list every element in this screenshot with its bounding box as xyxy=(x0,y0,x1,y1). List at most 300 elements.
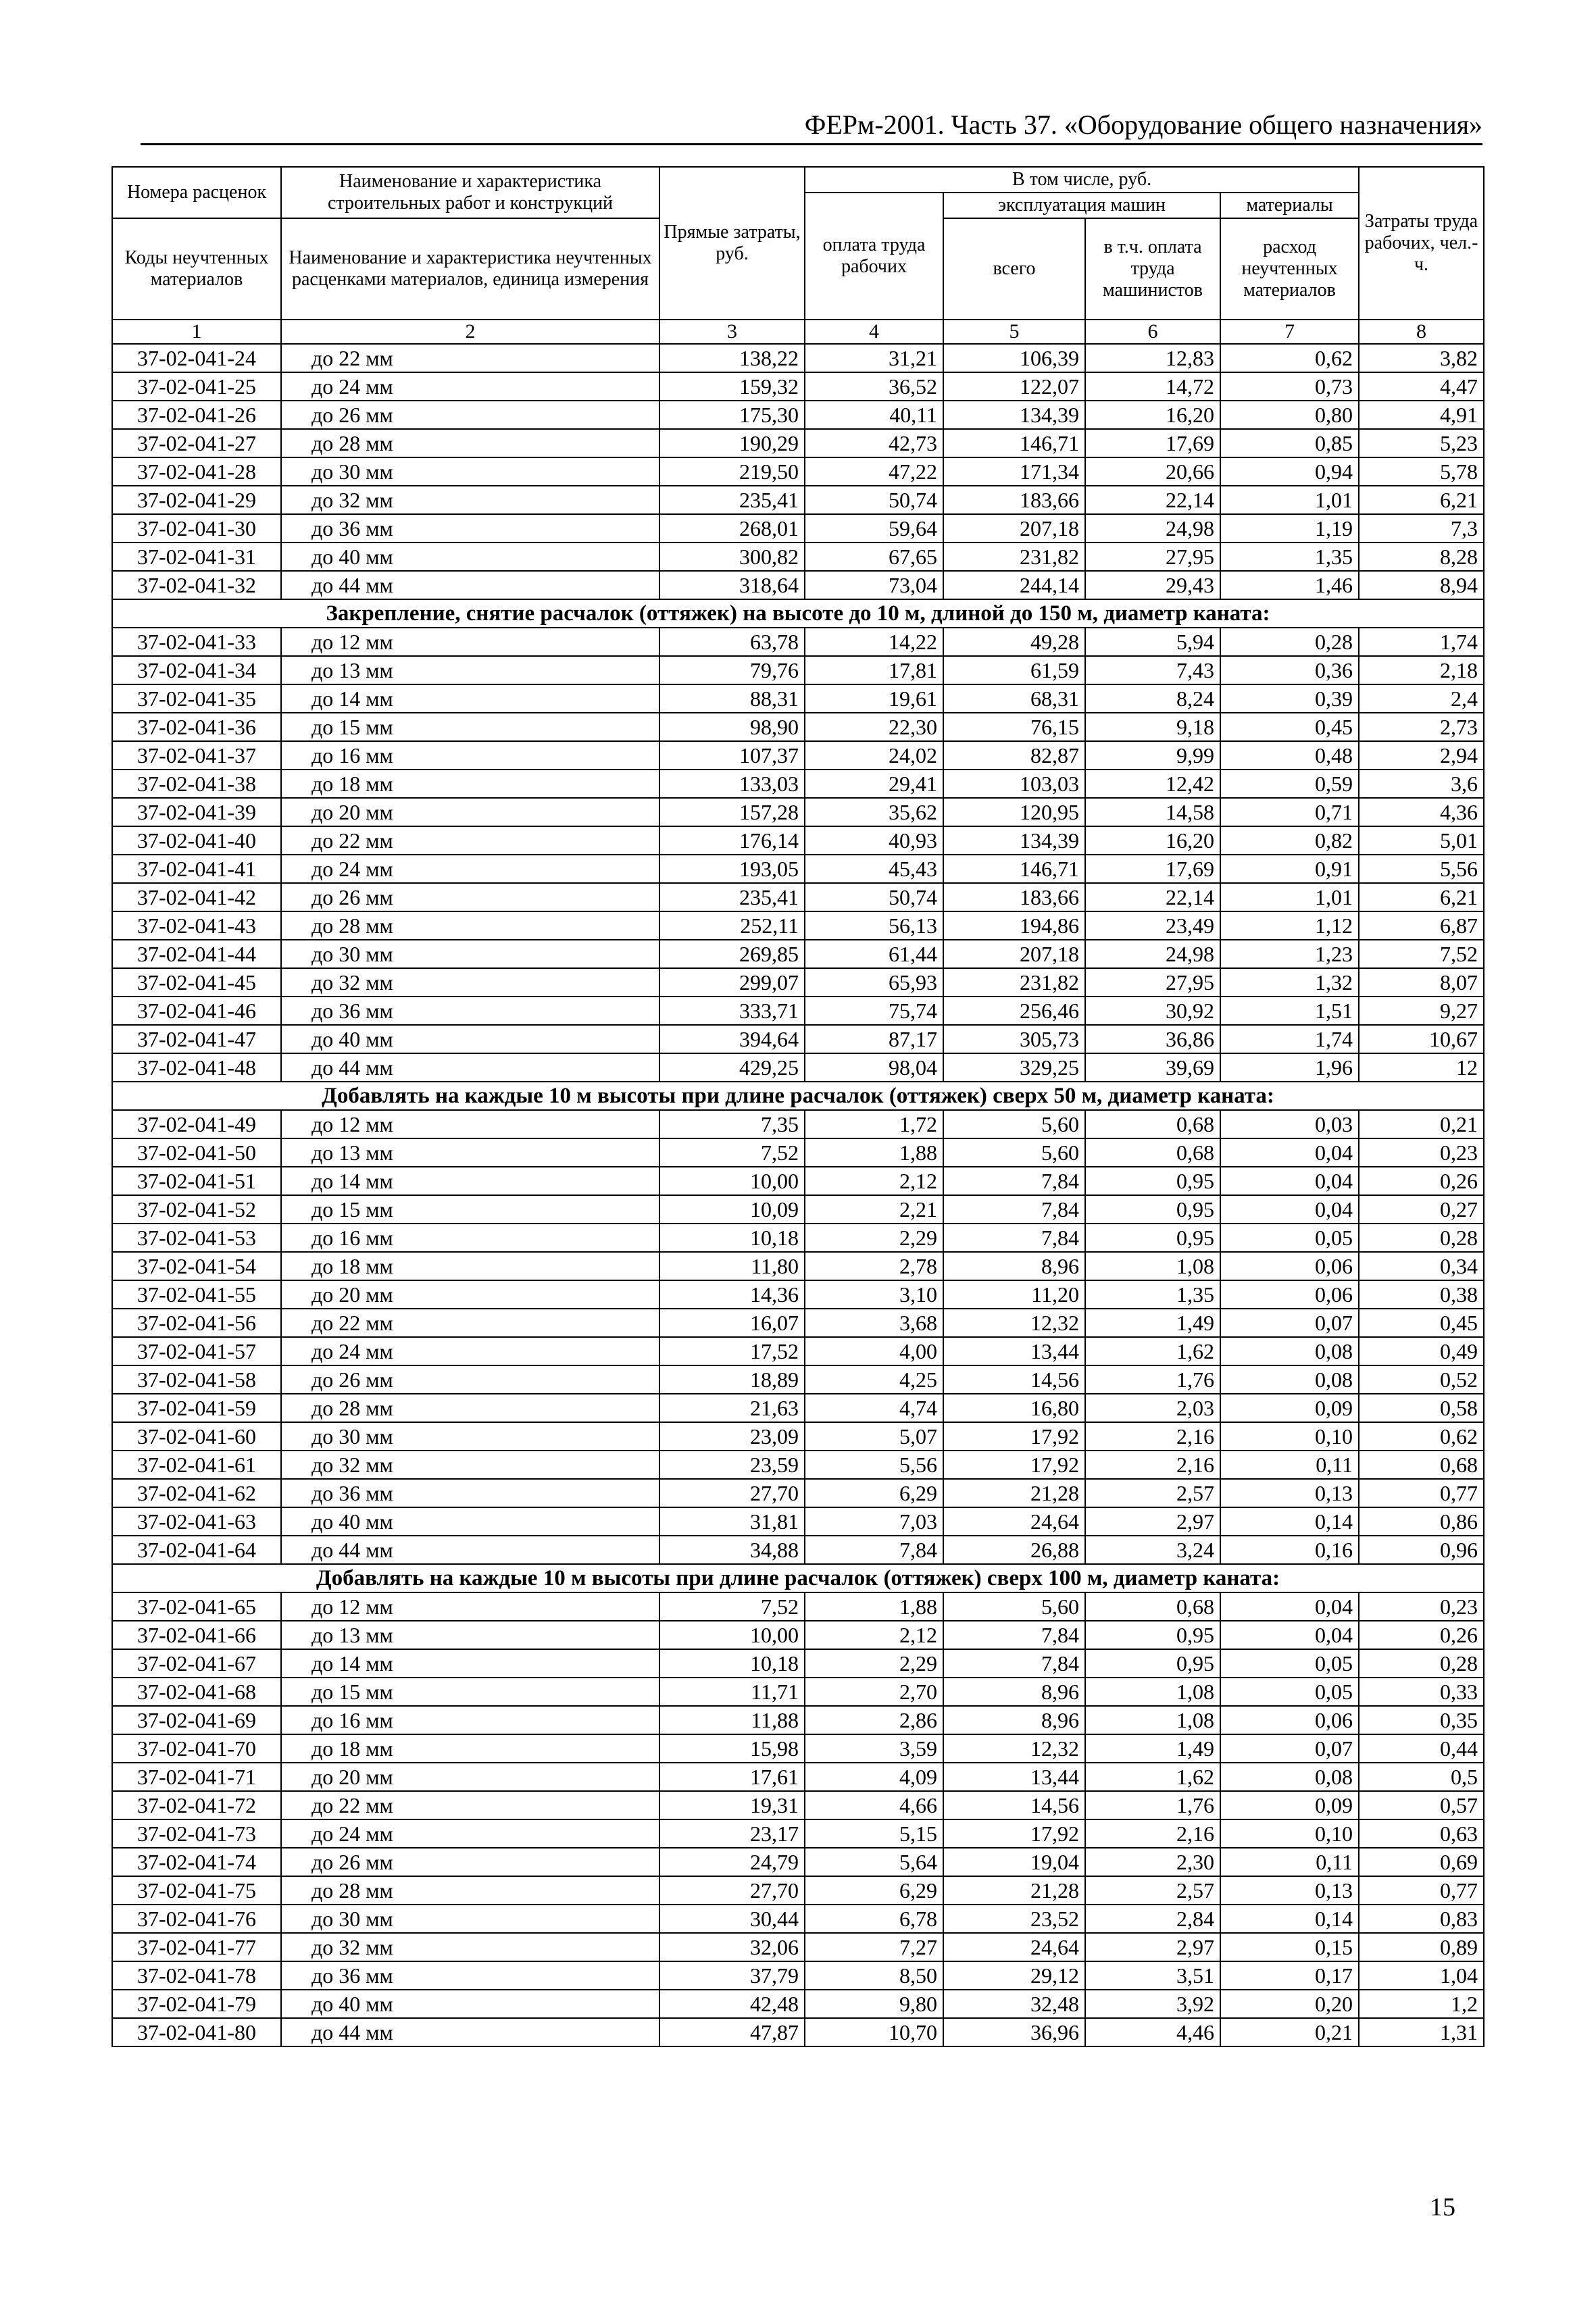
value-cell: 0,94 xyxy=(1220,457,1359,486)
value-cell: 2,57 xyxy=(1085,1479,1220,1507)
rate-code-cell: 37-02-041-51 xyxy=(112,1167,281,1195)
value-cell: 7,84 xyxy=(943,1224,1085,1252)
value-cell: 219,50 xyxy=(659,457,805,486)
column-number: 2 xyxy=(281,320,659,344)
rate-code-cell: 37-02-041-79 xyxy=(112,1990,281,2018)
table-row xyxy=(112,1592,1484,1621)
value-cell: 73,04 xyxy=(805,571,943,599)
value-cell: 0,08 xyxy=(1220,1337,1359,1365)
value-cell: 0,06 xyxy=(1220,1706,1359,1734)
value-cell: 1,88 xyxy=(805,1138,943,1167)
value-cell: 31,81 xyxy=(659,1507,805,1536)
value-cell: 4,25 xyxy=(805,1365,943,1394)
rate-code-cell: 37-02-041-70 xyxy=(112,1734,281,1763)
value-cell: 5,64 xyxy=(805,1848,943,1876)
table-row xyxy=(112,1138,1484,1167)
value-cell: 7,84 xyxy=(943,1621,1085,1649)
rope-diameter-cell: до 12 мм xyxy=(281,1110,659,1138)
value-cell: 10,00 xyxy=(659,1167,805,1195)
value-cell: 67,65 xyxy=(805,543,943,571)
rope-diameter-cell: до 16 мм xyxy=(281,1224,659,1252)
value-cell: 3,59 xyxy=(805,1734,943,1763)
value-cell: 1,01 xyxy=(1220,883,1359,911)
rate-code-cell: 37-02-041-65 xyxy=(112,1592,281,1621)
value-cell: 0,82 xyxy=(1220,826,1359,855)
value-cell: 36,52 xyxy=(805,372,943,401)
value-cell: 36,86 xyxy=(1085,1025,1220,1053)
value-cell: 0,04 xyxy=(1220,1167,1359,1195)
table-row xyxy=(112,1451,1484,1479)
value-cell: 8,28 xyxy=(1359,543,1484,571)
value-cell: 0,44 xyxy=(1359,1734,1484,1763)
table-row xyxy=(112,1536,1484,1564)
table-row xyxy=(112,1167,1484,1195)
value-cell: 21,28 xyxy=(943,1479,1085,1507)
value-cell: 5,56 xyxy=(805,1451,943,1479)
rope-diameter-cell: до 26 мм xyxy=(281,401,659,429)
value-cell: 0,33 xyxy=(1359,1678,1484,1706)
table-row xyxy=(112,1763,1484,1791)
value-cell: 175,30 xyxy=(659,401,805,429)
value-cell: 3,51 xyxy=(1085,1961,1220,1990)
value-cell: 2,12 xyxy=(805,1167,943,1195)
value-cell: 23,49 xyxy=(1085,911,1220,940)
value-cell: 0,63 xyxy=(1359,1819,1484,1848)
value-cell: 75,74 xyxy=(805,997,943,1025)
value-cell: 0,23 xyxy=(1359,1592,1484,1621)
value-cell: 9,99 xyxy=(1085,741,1220,770)
value-cell: 183,66 xyxy=(943,486,1085,514)
value-cell: 252,11 xyxy=(659,911,805,940)
value-cell: 2,29 xyxy=(805,1649,943,1678)
value-cell: 0,06 xyxy=(1220,1252,1359,1280)
value-cell: 11,71 xyxy=(659,1678,805,1706)
value-cell: 171,34 xyxy=(943,457,1085,486)
value-cell: 0,20 xyxy=(1220,1990,1359,2018)
header-col1-top: Номера расценок xyxy=(112,167,281,218)
table-row xyxy=(112,1933,1484,1961)
value-cell: 9,80 xyxy=(805,1990,943,2018)
header-machines-total: всего xyxy=(943,218,1085,320)
value-cell: 1,74 xyxy=(1359,628,1484,656)
value-cell: 0,36 xyxy=(1220,656,1359,684)
rope-diameter-cell: до 14 мм xyxy=(281,1649,659,1678)
value-cell: 0,09 xyxy=(1220,1394,1359,1422)
header-col2-bottom: Наименование и характеристика неучтенных расценками материалов, единица измерения xyxy=(281,218,659,320)
value-cell: 0,21 xyxy=(1359,1110,1484,1138)
value-cell: 1,88 xyxy=(805,1592,943,1621)
value-cell: 106,39 xyxy=(943,344,1085,372)
table-row xyxy=(112,1706,1484,1734)
value-cell: 37,79 xyxy=(659,1961,805,1990)
value-cell: 305,73 xyxy=(943,1025,1085,1053)
value-cell: 10,70 xyxy=(805,2018,943,2046)
rope-diameter-cell: до 24 мм xyxy=(281,1819,659,1848)
rate-code-cell: 37-02-041-45 xyxy=(112,968,281,997)
table-body xyxy=(112,344,1484,2046)
value-cell: 0,85 xyxy=(1220,429,1359,457)
value-cell: 3,10 xyxy=(805,1280,943,1309)
table-header xyxy=(112,167,1484,344)
value-cell: 79,76 xyxy=(659,656,805,684)
table-row xyxy=(112,855,1484,883)
rope-diameter-cell: до 36 мм xyxy=(281,514,659,543)
rate-code-cell: 37-02-041-37 xyxy=(112,741,281,770)
value-cell: 2,21 xyxy=(805,1195,943,1224)
value-cell: 8,96 xyxy=(943,1678,1085,1706)
value-cell: 29,43 xyxy=(1085,571,1220,599)
value-cell: 0,5 xyxy=(1359,1763,1484,1791)
value-cell: 24,79 xyxy=(659,1848,805,1876)
value-cell: 0,14 xyxy=(1220,1905,1359,1933)
rope-diameter-cell: до 22 мм xyxy=(281,1309,659,1337)
rate-code-cell: 37-02-041-64 xyxy=(112,1536,281,1564)
table-row xyxy=(112,2018,1484,2046)
value-cell: 256,46 xyxy=(943,997,1085,1025)
rate-code-cell: 37-02-041-34 xyxy=(112,656,281,684)
table-row xyxy=(112,1224,1484,1252)
value-cell: 12 xyxy=(1359,1053,1484,1082)
value-cell: 9,18 xyxy=(1085,713,1220,741)
value-cell: 17,61 xyxy=(659,1763,805,1791)
value-cell: 1,46 xyxy=(1220,571,1359,599)
rope-diameter-cell: до 26 мм xyxy=(281,883,659,911)
value-cell: 17,92 xyxy=(943,1422,1085,1451)
value-cell: 1,76 xyxy=(1085,1791,1220,1819)
rope-diameter-cell: до 22 мм xyxy=(281,344,659,372)
rate-code-cell: 37-02-041-75 xyxy=(112,1876,281,1905)
rate-code-cell: 37-02-041-80 xyxy=(112,2018,281,2046)
value-cell: 0,49 xyxy=(1359,1337,1484,1365)
rate-code-cell: 37-02-041-73 xyxy=(112,1819,281,1848)
value-cell: 0,68 xyxy=(1085,1138,1220,1167)
rate-code-cell: 37-02-041-59 xyxy=(112,1394,281,1422)
rope-diameter-cell: до 15 мм xyxy=(281,713,659,741)
value-cell: 3,92 xyxy=(1085,1990,1220,2018)
value-cell: 0,27 xyxy=(1359,1195,1484,1224)
value-cell: 0,21 xyxy=(1220,2018,1359,2046)
value-cell: 10,67 xyxy=(1359,1025,1484,1053)
value-cell: 17,81 xyxy=(805,656,943,684)
value-cell: 98,90 xyxy=(659,713,805,741)
value-cell: 2,29 xyxy=(805,1224,943,1252)
value-cell: 29,41 xyxy=(805,770,943,798)
value-cell: 0,35 xyxy=(1359,1706,1484,1734)
value-cell: 333,71 xyxy=(659,997,805,1025)
value-cell: 2,12 xyxy=(805,1621,943,1649)
column-number: 5 xyxy=(943,320,1085,344)
table-row xyxy=(112,543,1484,571)
value-cell: 0,69 xyxy=(1359,1848,1484,1876)
value-cell: 0,26 xyxy=(1359,1621,1484,1649)
value-cell: 49,28 xyxy=(943,628,1085,656)
value-cell: 50,74 xyxy=(805,883,943,911)
value-cell: 146,71 xyxy=(943,855,1085,883)
value-cell: 0,28 xyxy=(1359,1224,1484,1252)
rope-diameter-cell: до 14 мм xyxy=(281,1167,659,1195)
value-cell: 0,77 xyxy=(1359,1479,1484,1507)
rope-diameter-cell: до 20 мм xyxy=(281,1280,659,1309)
value-cell: 0,86 xyxy=(1359,1507,1484,1536)
rope-diameter-cell: до 28 мм xyxy=(281,429,659,457)
value-cell: 429,25 xyxy=(659,1053,805,1082)
value-cell: 19,61 xyxy=(805,684,943,713)
rate-code-cell: 37-02-041-50 xyxy=(112,1138,281,1167)
rope-diameter-cell: до 40 мм xyxy=(281,543,659,571)
value-cell: 1,35 xyxy=(1085,1280,1220,1309)
value-cell: 0,52 xyxy=(1359,1365,1484,1394)
value-cell: 120,95 xyxy=(943,798,1085,826)
value-cell: 17,92 xyxy=(943,1819,1085,1848)
value-cell: 134,39 xyxy=(943,401,1085,429)
table-row xyxy=(112,1110,1484,1138)
value-cell: 42,73 xyxy=(805,429,943,457)
table-row xyxy=(112,1791,1484,1819)
table-row xyxy=(112,1621,1484,1649)
value-cell: 2,03 xyxy=(1085,1394,1220,1422)
value-cell: 0,68 xyxy=(1085,1110,1220,1138)
section-title: Закрепление, снятие расчалок (оттяжек) на высоте до 10 м, длиной до 150 м, диаметр каната: xyxy=(112,599,1484,628)
value-cell: 6,29 xyxy=(805,1479,943,1507)
rope-diameter-cell: до 12 мм xyxy=(281,628,659,656)
value-cell: 0,73 xyxy=(1220,372,1359,401)
value-cell: 14,22 xyxy=(805,628,943,656)
value-cell: 11,20 xyxy=(943,1280,1085,1309)
value-cell: 5,78 xyxy=(1359,457,1484,486)
value-cell: 231,82 xyxy=(943,968,1085,997)
value-cell: 3,6 xyxy=(1359,770,1484,798)
value-cell: 134,39 xyxy=(943,826,1085,855)
rate-code-cell: 37-02-041-57 xyxy=(112,1337,281,1365)
value-cell: 4,00 xyxy=(805,1337,943,1365)
value-cell: 61,59 xyxy=(943,656,1085,684)
value-cell: 11,80 xyxy=(659,1252,805,1280)
table-row xyxy=(112,628,1484,656)
value-cell: 394,64 xyxy=(659,1025,805,1053)
value-cell: 0,38 xyxy=(1359,1280,1484,1309)
table-row xyxy=(112,486,1484,514)
value-cell: 27,95 xyxy=(1085,543,1220,571)
value-cell: 63,78 xyxy=(659,628,805,656)
value-cell: 7,52 xyxy=(659,1138,805,1167)
header-labor-costs: Затраты труда рабочих, чел.-ч. xyxy=(1359,167,1484,320)
value-cell: 5,60 xyxy=(943,1110,1085,1138)
value-cell: 1,74 xyxy=(1220,1025,1359,1053)
value-cell: 1,01 xyxy=(1220,486,1359,514)
rate-code-cell: 37-02-041-26 xyxy=(112,401,281,429)
value-cell: 47,22 xyxy=(805,457,943,486)
value-cell: 7,84 xyxy=(943,1195,1085,1224)
value-cell: 269,85 xyxy=(659,940,805,968)
rope-diameter-cell: до 44 мм xyxy=(281,1053,659,1082)
rate-code-cell: 37-02-041-63 xyxy=(112,1507,281,1536)
value-cell: 20,66 xyxy=(1085,457,1220,486)
value-cell: 17,69 xyxy=(1085,429,1220,457)
value-cell: 7,52 xyxy=(659,1592,805,1621)
section-title-row xyxy=(112,1082,1484,1110)
value-cell: 235,41 xyxy=(659,486,805,514)
value-cell: 0,83 xyxy=(1359,1905,1484,1933)
rope-diameter-cell: до 40 мм xyxy=(281,1507,659,1536)
rate-code-cell: 37-02-041-35 xyxy=(112,684,281,713)
table-row xyxy=(112,798,1484,826)
header-col2-top: Наименование и характеристика строительных работ и конструкций xyxy=(281,167,659,218)
table-row xyxy=(112,713,1484,741)
value-cell: 31,21 xyxy=(805,344,943,372)
value-cell: 2,84 xyxy=(1085,1905,1220,1933)
rate-code-cell: 37-02-041-67 xyxy=(112,1649,281,1678)
value-cell: 19,31 xyxy=(659,1791,805,1819)
value-cell: 22,14 xyxy=(1085,883,1220,911)
value-cell: 10,00 xyxy=(659,1621,805,1649)
header-labor-pay: оплата труда рабочих xyxy=(805,193,943,320)
value-cell: 76,15 xyxy=(943,713,1085,741)
value-cell: 7,84 xyxy=(943,1649,1085,1678)
table-row xyxy=(112,656,1484,684)
value-cell: 207,18 xyxy=(943,940,1085,968)
value-cell: 30,44 xyxy=(659,1905,805,1933)
section-title: Добавлять на каждые 10 м высоты при длине расчалок (оттяжек) сверх 50 м, диаметр каната: xyxy=(112,1082,1484,1110)
rope-diameter-cell: до 16 мм xyxy=(281,741,659,770)
value-cell: 1,08 xyxy=(1085,1252,1220,1280)
column-number: 1 xyxy=(112,320,281,344)
value-cell: 0,13 xyxy=(1220,1876,1359,1905)
rate-code-cell: 37-02-041-44 xyxy=(112,940,281,968)
value-cell: 10,18 xyxy=(659,1649,805,1678)
rate-code-cell: 37-02-041-31 xyxy=(112,543,281,571)
value-cell: 14,56 xyxy=(943,1791,1085,1819)
rope-diameter-cell: до 30 мм xyxy=(281,1905,659,1933)
rate-code-cell: 37-02-041-25 xyxy=(112,372,281,401)
rate-code-cell: 37-02-041-78 xyxy=(112,1961,281,1990)
value-cell: 1,12 xyxy=(1220,911,1359,940)
value-cell: 82,87 xyxy=(943,741,1085,770)
table-row xyxy=(112,571,1484,599)
value-cell: 1,49 xyxy=(1085,1734,1220,1763)
value-cell: 146,71 xyxy=(943,429,1085,457)
value-cell: 0,34 xyxy=(1359,1252,1484,1280)
value-cell: 36,96 xyxy=(943,2018,1085,2046)
value-cell: 2,57 xyxy=(1085,1876,1220,1905)
rate-code-cell: 37-02-041-47 xyxy=(112,1025,281,1053)
value-cell: 0,08 xyxy=(1220,1365,1359,1394)
value-cell: 1,49 xyxy=(1085,1309,1220,1337)
table-row xyxy=(112,1422,1484,1451)
value-cell: 2,86 xyxy=(805,1706,943,1734)
value-cell: 190,29 xyxy=(659,429,805,457)
table-row xyxy=(112,1649,1484,1678)
value-cell: 34,88 xyxy=(659,1536,805,1564)
rope-diameter-cell: до 13 мм xyxy=(281,1621,659,1649)
table-row xyxy=(112,1025,1484,1053)
header-materials: материалы xyxy=(1220,193,1359,218)
rate-code-cell: 37-02-041-46 xyxy=(112,997,281,1025)
value-cell: 0,95 xyxy=(1085,1621,1220,1649)
table-row xyxy=(112,372,1484,401)
value-cell: 24,02 xyxy=(805,741,943,770)
value-cell: 16,20 xyxy=(1085,826,1220,855)
table-row xyxy=(112,1961,1484,1990)
value-cell: 17,69 xyxy=(1085,855,1220,883)
value-cell: 329,25 xyxy=(943,1053,1085,1082)
value-cell: 23,52 xyxy=(943,1905,1085,1933)
rate-code-cell: 37-02-041-74 xyxy=(112,1848,281,1876)
value-cell: 207,18 xyxy=(943,514,1085,543)
value-cell: 0,57 xyxy=(1359,1791,1484,1819)
value-cell: 1,04 xyxy=(1359,1961,1484,1990)
value-cell: 0,48 xyxy=(1220,741,1359,770)
value-cell: 0,59 xyxy=(1220,770,1359,798)
rate-code-cell: 37-02-041-54 xyxy=(112,1252,281,1280)
value-cell: 133,03 xyxy=(659,770,805,798)
rate-code-cell: 37-02-041-71 xyxy=(112,1763,281,1791)
value-cell: 103,03 xyxy=(943,770,1085,798)
value-cell: 318,64 xyxy=(659,571,805,599)
value-cell: 194,86 xyxy=(943,911,1085,940)
value-cell: 5,60 xyxy=(943,1138,1085,1167)
value-cell: 23,17 xyxy=(659,1819,805,1848)
rate-code-cell: 37-02-041-40 xyxy=(112,826,281,855)
rate-code-cell: 37-02-041-53 xyxy=(112,1224,281,1252)
value-cell: 14,72 xyxy=(1085,372,1220,401)
value-cell: 2,97 xyxy=(1085,1507,1220,1536)
rate-code-cell: 37-02-041-32 xyxy=(112,571,281,599)
value-cell: 1,31 xyxy=(1359,2018,1484,2046)
value-cell: 19,04 xyxy=(943,1848,1085,1876)
rate-code-cell: 37-02-041-62 xyxy=(112,1479,281,1507)
value-cell: 0,62 xyxy=(1359,1422,1484,1451)
value-cell: 7,3 xyxy=(1359,514,1484,543)
rope-diameter-cell: до 18 мм xyxy=(281,1734,659,1763)
value-cell: 35,62 xyxy=(805,798,943,826)
rope-diameter-cell: до 22 мм xyxy=(281,1791,659,1819)
value-cell: 6,78 xyxy=(805,1905,943,1933)
value-cell: 59,64 xyxy=(805,514,943,543)
value-cell: 22,14 xyxy=(1085,486,1220,514)
value-cell: 11,88 xyxy=(659,1706,805,1734)
value-cell: 32,06 xyxy=(659,1933,805,1961)
value-cell: 235,41 xyxy=(659,883,805,911)
value-cell: 2,16 xyxy=(1085,1422,1220,1451)
value-cell: 7,84 xyxy=(805,1536,943,1564)
value-cell: 0,04 xyxy=(1220,1592,1359,1621)
value-cell: 0,14 xyxy=(1220,1507,1359,1536)
rope-diameter-cell: до 30 мм xyxy=(281,1422,659,1451)
value-cell: 56,13 xyxy=(805,911,943,940)
value-cell: 16,07 xyxy=(659,1309,805,1337)
table-row xyxy=(112,1876,1484,1905)
value-cell: 2,94 xyxy=(1359,741,1484,770)
value-cell: 10,18 xyxy=(659,1224,805,1252)
value-cell: 3,82 xyxy=(1359,344,1484,372)
value-cell: 183,66 xyxy=(943,883,1085,911)
value-cell: 2,73 xyxy=(1359,713,1484,741)
value-cell: 122,07 xyxy=(943,372,1085,401)
rope-diameter-cell: до 18 мм xyxy=(281,1252,659,1280)
value-cell: 27,70 xyxy=(659,1479,805,1507)
rope-diameter-cell: до 36 мм xyxy=(281,1479,659,1507)
table-row xyxy=(112,1337,1484,1365)
value-cell: 0,45 xyxy=(1359,1309,1484,1337)
table-row xyxy=(112,883,1484,911)
rate-code-cell: 37-02-041-52 xyxy=(112,1195,281,1224)
rope-diameter-cell: до 15 мм xyxy=(281,1678,659,1706)
value-cell: 17,92 xyxy=(943,1451,1085,1479)
value-cell: 10,09 xyxy=(659,1195,805,1224)
value-cell: 0,08 xyxy=(1220,1763,1359,1791)
value-cell: 4,74 xyxy=(805,1394,943,1422)
value-cell: 12,32 xyxy=(943,1309,1085,1337)
